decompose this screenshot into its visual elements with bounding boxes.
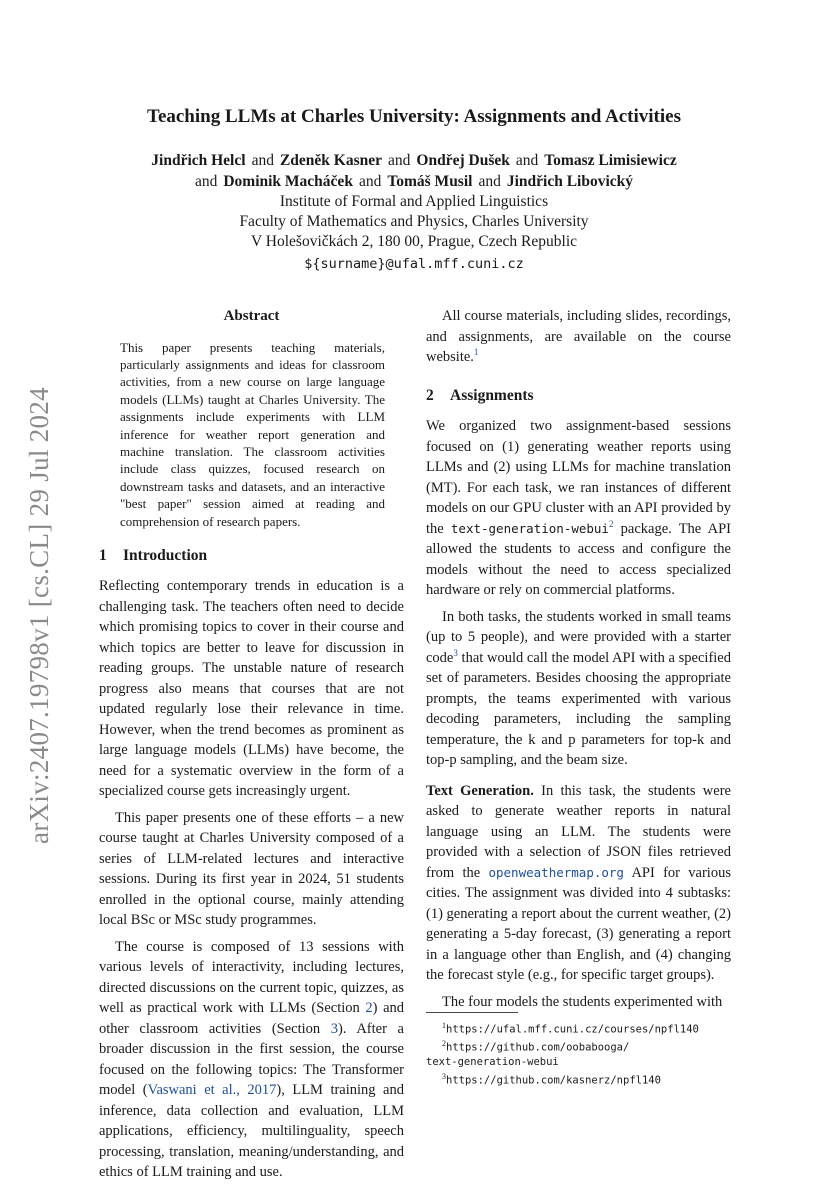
body-paragraph: In both tasks, the students worked in small teams (up to 5 people), and were provided with a starter code$^3$ that would call the model API with a specified set of parameters. Besides choosing the appropriate prompts, the teams experimented with various decoding parameters, including the sampling temperature, the k and p parameters for top-k and top-p sampling, and the beam size. [426, 608, 731, 768]
citation-link[interactable]: Vaswani et al., 2017 [147, 1082, 277, 1099]
footnote-url[interactable]: https://github.com/kasnerz/npfl140 [446, 1074, 661, 1086]
footnote-3: $^3$https://github.com/kasnerz/npfl140 [442, 1071, 661, 1086]
author-name: Tomáš Musil [387, 173, 473, 190]
body-paragraph: Text Generation. In this task, the students were asked to generate weather reports in natural language using an LLM. The students were provided with a selection of JSON files retrieved from the openweathermap.org API for various cities. The assignment was divided into 4 subtasks: (1) generating a report about the current weather, (2) generating a 5-day forecast, (3) generating a report in a language other than English, and (4) changing the forecast style (e.g., for specific target groups). [426, 782, 731, 983]
footnote-url[interactable]: https://github.com/oobabooga/ [446, 1041, 630, 1054]
left-column [99, 300, 404, 1189]
footnote-url[interactable]: text-generation-webui [426, 1056, 559, 1068]
author-line-1: Jindřich Helcl and Zdeněk Kasner and Ondřej Dušek and Tomasz Limisiewicz [151, 152, 677, 169]
author-name: Ondřej Dušek [416, 152, 510, 169]
author-name: Tomasz Limisiewicz [544, 152, 677, 169]
contact-email: ${surname}@ufal.mff.cuni.cz [304, 256, 524, 272]
body-paragraph: We organized two assignment-based sessions focused on (1) generating weather reports using LLMs and (2) using LLMs for machine translation (MT). For each task, we ran instances of different models on our GPU cluster with an API provided by the text-generation-webui$^2$ package. The API allowed the students to access and configure the models without the need to access specialized hardware or rely on commercial platforms. [426, 418, 731, 598]
body-paragraph: All course materials, including slides, recordings, and assignments, are available on the course website.$^1$ [426, 308, 731, 365]
footnotes [426, 1012, 731, 1088]
package-name-code: text-generation-webui [450, 520, 609, 536]
author-line-2: and Dominik Macháček and Tomáš Musil and Jindřich Libovický [194, 173, 634, 190]
body-paragraph: Reflecting contemporary trends in education is a challenging task. The teachers often need to decide which promising topics to cover in their course and which topics are better to leave for discussion in reading groups. The unstable nature of research progress also means that courses that are not updated regularly lose their relevance in time. However, when the trend becomes as prominent as large language models (LLMs) have become, the need for a systematic overview in the form of a specialized course gets increasingly urgent. [99, 578, 404, 800]
body-paragraph: This paper presents one of these efforts – a new course taught at Charles University composed of a series of LLM-related lectures and interactive sessions. During its first year in 2024, 51 students enrolled in the optional course, mainly attending local BSc or MSc study programmes. [99, 809, 404, 929]
section-ref-link[interactable]: 2 [365, 1000, 373, 1017]
author-name: Zdeněk Kasner [279, 152, 383, 169]
body-paragraph: The four models the students experimented with [442, 993, 723, 1010]
footnote-2: $^2$https://github.com/oobabooga/ [442, 1039, 630, 1054]
author-block [100, 150, 728, 274]
section-heading-introduction: 1 Introduction [99, 546, 208, 564]
abstract-text: This paper presents teaching materials, particularly assignments and ideas for classroom activities, from a new course on large language models (LLMs) taught at Charles University. The assignments include experiments with LLM inference for weather report generation and machine translation. The classroom activities include class quizzes, focused research on downstream tasks and datasets, and an interactive "best paper" session aimed at reading and comprehension of research papers. [120, 339, 385, 529]
arxiv-id-text: arXiv:2407.19798v1 [cs.CL] 29 Jul 2024 [23, 386, 54, 844]
abstract-heading: Abstract [223, 308, 280, 324]
paper-title: Teaching LLMs at Charles University: Assignments and Activities [147, 106, 681, 127]
footnote-ref[interactable]: 2 [608, 518, 614, 529]
section-ref-link[interactable]: 3 [330, 1020, 339, 1037]
footnote-url[interactable]: https://ufal.mff.cuni.cz/courses/npfl140 [446, 1023, 699, 1036]
footnote-ref[interactable]: 1 [473, 347, 479, 358]
arxiv-identifier-stamp [20, 380, 58, 850]
api-link[interactable]: openweathermap.org [488, 864, 624, 880]
footnote-1: $^1$https://ufal.mff.cuni.cz/courses/npfl140 [442, 1021, 699, 1036]
author-name: Dominik Macháček [223, 173, 353, 190]
right-column [426, 306, 731, 1018]
footnote-2-continuation [426, 1055, 731, 1070]
body-paragraph: The course is composed of 13 sessions with various levels of interactivity, including lectures, directed discussions on the current topic, quizzes, as well as practical work with LLMs (Section 2) and other classroom activities (Section 3). After a broader discussion in the first session, the course focused on the following topics: The Transformer model (Vaswani et al., 2017), LLM training and inference, data collection and evaluation, LLM applications, efficiency, multilinguality, speech processing, translation, meaning/understanding, and ethics of LLM training and use. [99, 938, 404, 1181]
footnote-rule [426, 1012, 518, 1013]
author-name: Jindřich Libovický [506, 173, 634, 190]
affiliation-line: Faculty of Mathematics and Physics, Charles University [239, 213, 589, 230]
author-name: Jindřich Helcl [151, 152, 246, 169]
footnote-ref[interactable]: 3 [453, 647, 458, 658]
affiliation-line: Institute of Formal and Applied Linguistics [279, 193, 549, 210]
paragraph-run-in-heading: Text Generation. [426, 782, 534, 799]
section-heading-assignments: 2 Assignments [426, 386, 534, 404]
affiliation-line: V Holešovičkách 2, 180 00, Prague, Czech Republic [251, 233, 577, 250]
